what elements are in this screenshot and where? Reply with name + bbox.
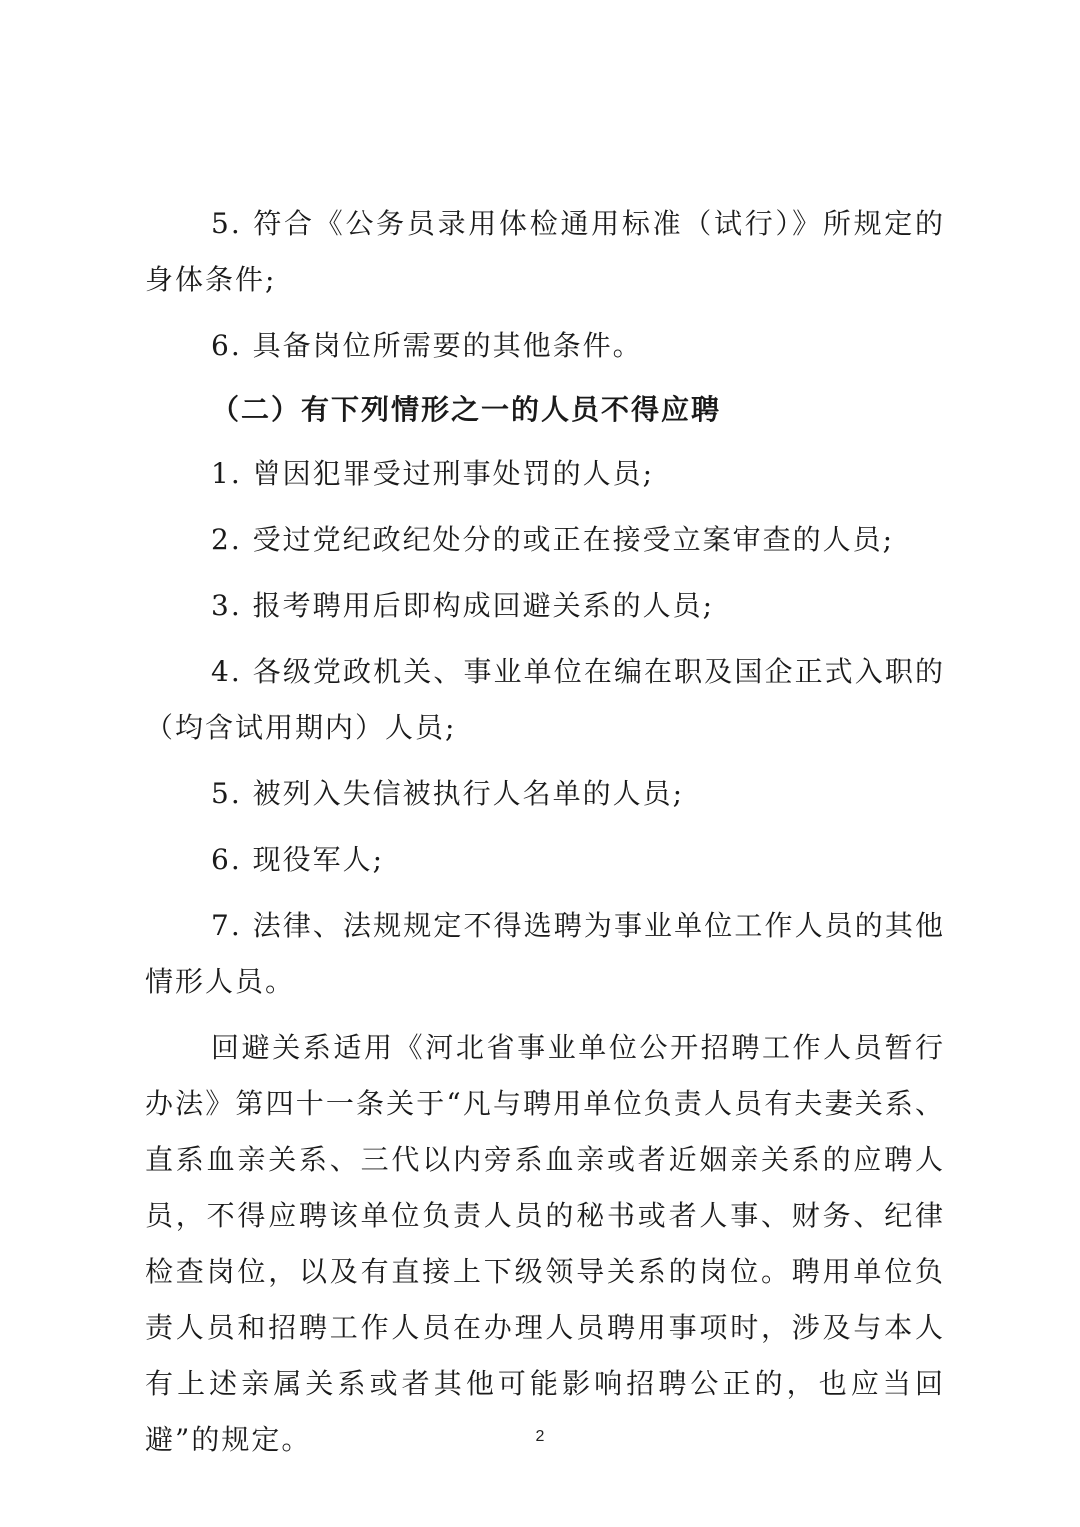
exclusion-5-paragraph: 5. 被列入失信被执行人名单的人员; bbox=[211, 777, 685, 810]
avoidance-note-paragraph: 回避关系适用《河北省事业单位公开招聘工作人员暂行办法》第四十一条关于“凡与聘用单位负责人员有夫妻关系、直系血亲关系、三代以内旁系血亲或者近姻亲关系的应聘人员，不得应聘该单位负责人员的秘书或者人事、财务、纪律检查岗位，以及有直接上下级领导关系的岗位。聘用单位负责人员和招聘工作人员在办理人员聘用事项时，涉及与本人有上述亲属关系或者其他可能影响招聘公正的，也应当回避”的规定。 bbox=[145, 1031, 945, 1456]
exclusion-3-paragraph: 3. 报考聘用后即构成回避关系的人员; bbox=[211, 589, 715, 622]
page-number: 2 bbox=[535, 1428, 545, 1445]
section-2-heading: （二）有下列情形之一的人员不得应聘 bbox=[211, 393, 722, 426]
document-body bbox=[145, 196, 945, 1468]
exclusion-2-paragraph: 2. 受过党纪政纪处分的或正在接受立案审查的人员; bbox=[211, 523, 895, 556]
exclusion-7-paragraph: 7. 法律、法规规定不得选聘为事业单位工作人员的其他情形人员。 bbox=[145, 909, 945, 998]
condition-6-paragraph: 6. 具备岗位所需要的其他条件。 bbox=[211, 329, 643, 362]
exclusion-4-paragraph: 4. 各级党政机关、事业单位在编在职及国企正式入职的（均含试用期内）人员; bbox=[145, 655, 945, 744]
exclusion-1-paragraph: 1. 曾因犯罪受过刑事处罚的人员; bbox=[211, 457, 655, 490]
condition-5-paragraph: 5. 符合《公务员录用体检通用标准（试行）》所规定的身体条件; bbox=[145, 207, 945, 296]
exclusion-6-paragraph: 6. 现役军人; bbox=[211, 843, 385, 876]
